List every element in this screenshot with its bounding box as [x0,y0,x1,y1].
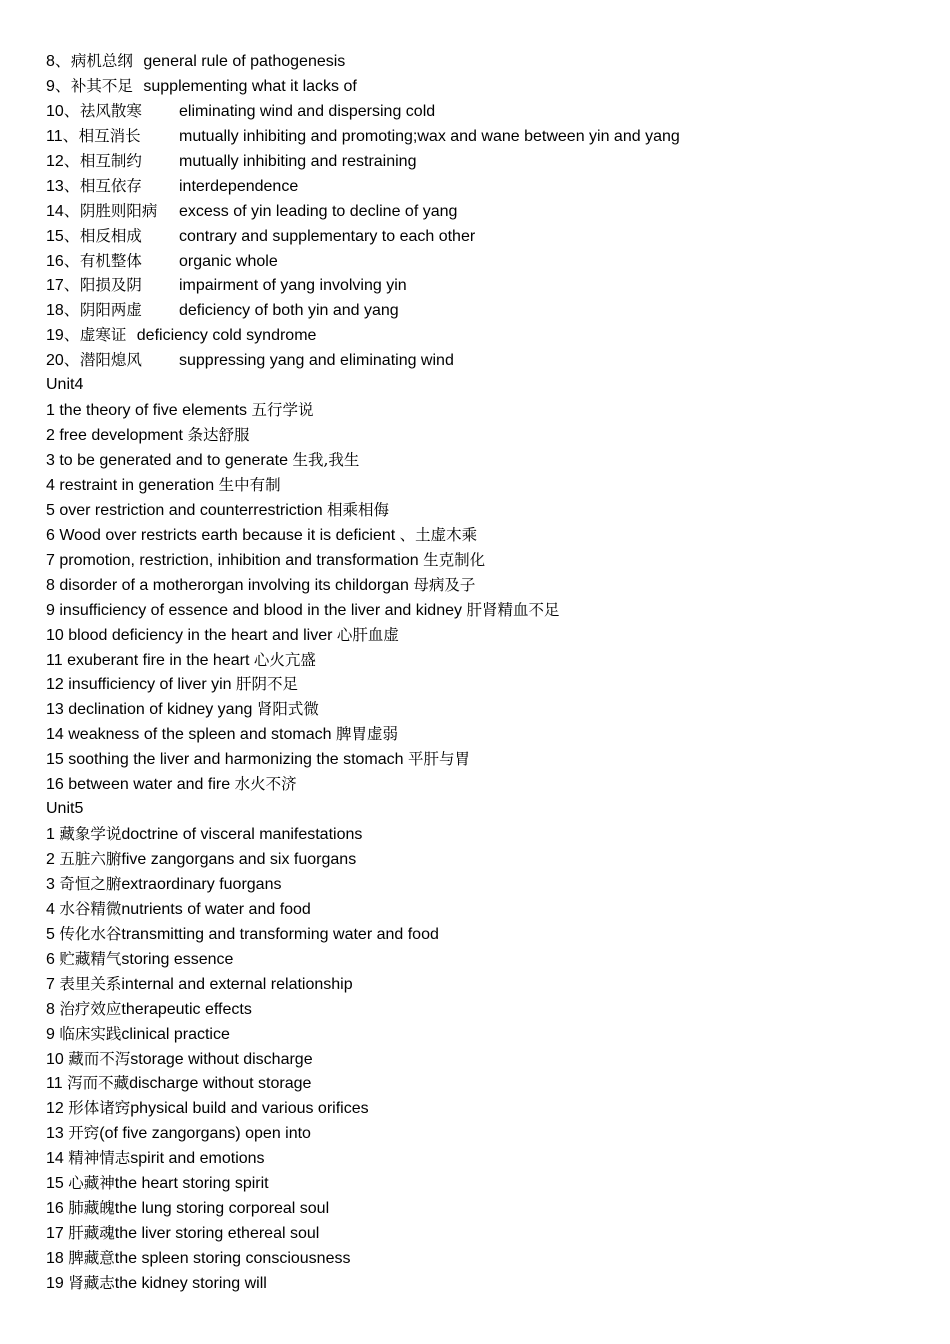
term-row [46,747,926,772]
term-chinese: 有机整体 [79,251,142,270]
term-english: storage without discharge [130,1050,313,1068]
term-chinese: 生中有制 [218,475,281,494]
term-number: 8 [46,1000,55,1018]
term-row [46,473,926,498]
unit4-heading: Unit4 [46,376,84,394]
term-chinese: 心火亢盛 [253,650,316,669]
term-number: 6 [46,526,55,544]
term-row [46,1271,926,1296]
term-english: impairment of yang involving yin [179,277,407,295]
term-number-and-chinese [46,224,179,250]
term-number: 2 [46,427,55,445]
term-row [46,722,926,747]
term-english: between water and fire [68,776,231,794]
term-chinese: 脾胃虚弱 [335,725,398,744]
term-english: promotion, restriction, inhibition and transformation [59,551,419,569]
term-english: weakness of the spleen and stomach [68,726,332,744]
term-chinese: 贮藏精气 [59,949,122,968]
term-chinese: 开窍 [68,1124,100,1143]
term-english: insufficiency of liver yin [68,676,232,694]
term-english: blood deficiency in the heart and liver [68,626,333,644]
term-number: 12、 [46,152,80,170]
term-number: 11 [46,651,63,669]
term-english: the spleen storing consciousness [114,1250,351,1267]
term-row [46,623,926,648]
term-chinese: 补其不足 [70,76,133,95]
term-row [46,199,926,224]
term-row [46,498,926,523]
term-english: storing essence [121,950,234,968]
term-chinese: 五脏六腑 [59,850,122,868]
term-chinese: 肺藏魄 [68,1199,115,1218]
term-row [46,997,926,1022]
term-english: Wood over restricts earth because it is deficient [59,526,396,544]
term-english: free development [59,427,183,445]
term-row [46,348,926,373]
term-chinese: 相反相成 [79,226,142,245]
term-number: 12 [46,676,64,694]
term-chinese: 肾阳式微 [256,700,319,719]
term-chinese: 水火不济 [234,775,297,794]
term-chinese: 五行学说 [251,401,314,420]
term-chinese: 治疗效应 [59,999,122,1018]
term-chinese: 生我,我生 [292,451,360,469]
term-number-and-chinese [46,326,126,344]
term-english: the heart storing spirit [114,1175,269,1193]
term-chinese: 水谷精微 [59,899,122,918]
term-row [46,648,926,673]
term-row [46,872,926,897]
term-number: 16 [46,776,64,794]
term-number-and-chinese [46,348,179,374]
term-chinese: 藏而不泻 [68,1049,131,1068]
term-english: organic whole [179,252,278,270]
unit5-heading: Unit5 [46,800,84,818]
term-english: eliminating wind and dispersing cold [179,102,436,120]
term-row [46,947,926,972]
term-row [46,149,926,174]
term-english: exuberant fire in the heart [67,651,250,669]
term-chinese: 肝藏魂 [68,1224,115,1243]
term-number: 11 [46,1075,63,1093]
term-chinese: 肝肾精血不足 [466,600,560,619]
term-english: spirit and emotions [130,1150,265,1168]
term-row [46,1246,926,1271]
term-number: 14、 [46,202,80,220]
term-row [46,523,926,548]
term-english: mutually inhibiting and promoting;wax and wane between yin and yang [179,127,680,145]
term-row [46,672,926,697]
term-row [46,1121,926,1146]
term-number: 14 [46,1150,64,1168]
term-number: 17、 [46,277,80,295]
term-number: 7 [46,975,55,993]
term-row [46,573,926,598]
term-chinese: 生克制化 [423,550,486,569]
term-row [46,847,926,872]
term-english: transmitting and transforming water and food [121,925,439,943]
term-english: insufficiency of essence and blood in the liver and kidney [59,601,462,619]
unit4-term-list [46,398,926,797]
term-row [46,822,926,847]
term-chinese: 形体诸窍 [68,1099,131,1118]
term-number: 6 [46,950,55,968]
term-number: 15 [46,1175,64,1193]
term-row [46,972,926,997]
term-english: soothing the liver and harmonizing the stomach [68,751,404,769]
term-number: 20、 [46,352,80,370]
term-number: 19、 [46,327,80,345]
term-english: extraordinary fuorgans [121,875,282,893]
term-number-and-chinese [46,199,179,225]
term-chinese: 潜阳熄风 [79,351,142,370]
term-chinese: 心藏神 [68,1174,115,1193]
term-chinese: 相互依存 [79,176,142,195]
term-number: 10 [46,626,64,644]
term-row [46,922,926,947]
term-chinese: 奇恒之腑 [59,874,122,893]
term-number: 2 [46,851,55,868]
term-number: 15 [46,751,64,769]
term-row [46,598,926,623]
term-chinese: 阴胜则阳病 [79,201,158,220]
term-chinese: 泻而不藏 [67,1074,130,1093]
term-number: 3 [46,875,55,893]
term-english: declination of kidney yang [68,701,253,719]
term-english: interdependence [179,177,299,195]
term-number: 1 [46,402,55,420]
term-row [46,323,926,348]
term-chinese: 藏象学说 [59,825,122,844]
term-number-and-chinese [46,99,179,125]
term-number: 18、 [46,302,80,320]
term-chinese: 祛风散寒 [79,101,142,120]
term-row [46,99,926,124]
term-english: deficiency of both yin and yang [179,302,399,320]
term-number-and-chinese [46,52,133,70]
term-english: contrary and supplementary to each other [179,227,476,245]
term-english: five zangorgans and six fuorgans [121,851,357,868]
term-chinese: 病机总纲 [70,52,133,70]
term-row [46,1196,926,1221]
term-english: clinical practice [121,1025,230,1043]
term-english: therapeutic effects [121,1000,252,1018]
term-row [46,1221,926,1246]
term-number-and-chinese [46,273,179,299]
term-english: the theory of five elements [59,402,248,420]
term-number: 5 [46,501,55,519]
term-row [46,174,926,199]
term-english: general rule of pathogenesis [143,53,346,70]
term-english: deficiency cold syndrome [136,327,317,345]
term-english: disorder of a motherorgan involving its childorgan [59,576,409,594]
term-chinese: 阴阳两虚 [79,301,142,320]
unit3-term-list [46,49,926,373]
term-number: 9、 [46,77,71,95]
term-row [46,548,926,573]
term-number: 8 [46,576,55,594]
term-number-and-chinese [46,174,179,200]
term-number: 16、 [46,252,80,270]
term-number-and-chinese [46,124,179,150]
term-chinese: 母病及子 [413,575,476,594]
term-number: 1 [46,826,55,844]
term-number-and-chinese [46,149,179,175]
term-english: restraint in generation [59,476,215,494]
term-number: 17 [46,1225,64,1243]
term-number: 18 [46,1250,64,1267]
term-row [46,1047,926,1072]
term-chinese: 临床实践 [59,1024,122,1043]
term-number: 10 [46,1050,64,1068]
term-chinese: 脾藏意 [68,1249,115,1267]
term-english: excess of yin leading to decline of yang [179,202,458,220]
term-english: the lung storing corporeal soul [114,1200,330,1218]
term-number: 8、 [46,53,71,70]
term-row [46,1096,926,1121]
term-number: 7 [46,551,55,569]
term-row [46,249,926,274]
term-english: supplementing what it lacks of [143,77,357,95]
term-number: 12 [46,1100,64,1118]
term-chinese: 肾藏志 [68,1273,115,1292]
unit5-term-list [46,822,926,1296]
term-number-and-chinese [46,298,179,324]
term-english: the liver storing ethereal soul [114,1225,320,1243]
term-number: 11、 [46,127,79,145]
term-row [46,298,926,323]
term-row [46,423,926,448]
term-number: 10、 [46,102,80,120]
term-row [46,448,926,473]
term-chinese: 条达舒服 [187,426,250,445]
term-number: 13 [46,1125,64,1143]
term-row [46,697,926,722]
term-english: doctrine of visceral manifestations [121,826,363,844]
term-row [46,1022,926,1047]
term-english: over restriction and counterrestriction [59,501,323,519]
term-english: to be generated and to generate [59,452,288,469]
term-number: 5 [46,925,55,943]
term-row [46,124,926,149]
term-number-and-chinese [46,249,179,275]
term-row [46,273,926,298]
term-english: (of five zangorgans) open into [99,1125,311,1143]
term-row [46,897,926,922]
term-row [46,1171,926,1196]
term-number: 3 [46,452,55,469]
term-chinese: 肝阴不足 [236,675,299,694]
term-english: suppressing yang and eliminating wind [179,352,454,370]
term-number: 13 [46,701,64,719]
term-english: discharge without storage [129,1075,312,1093]
term-number: 4 [46,900,55,918]
term-number: 19 [46,1274,64,1292]
term-chinese: 相乘相侮 [327,500,390,519]
term-chinese: 相互消长 [78,126,141,145]
term-row [46,74,926,99]
term-row [46,49,926,74]
term-row [46,1071,926,1096]
term-chinese: 虚寒证 [79,326,127,345]
term-row [46,224,926,249]
term-number-and-chinese [46,77,133,95]
term-row [46,772,926,797]
term-english: mutually inhibiting and restraining [179,152,417,170]
term-number: 9 [46,601,55,619]
term-english: physical build and various orifices [130,1100,369,1118]
term-number: 16 [46,1200,64,1218]
term-english: nutrients of water and food [121,900,311,918]
term-row [46,398,926,423]
term-chinese: 传化水谷 [59,924,122,943]
term-chinese: 阳损及阴 [79,276,142,295]
term-english: internal and external relationship [121,975,353,993]
term-number: 4 [46,476,55,494]
term-chinese: 表里关系 [59,974,122,993]
term-number: 9 [46,1025,55,1043]
term-chinese: 平肝与胃 [408,750,471,769]
term-english: the kidney storing will [114,1274,267,1292]
term-chinese: 相互制约 [79,151,142,170]
term-chinese: 、土虚木乘 [399,525,478,544]
term-number: 15、 [46,227,80,245]
document-page [46,49,926,1296]
term-number: 14 [46,726,64,744]
term-number: 13、 [46,177,80,195]
term-row [46,1146,926,1171]
term-chinese: 精神情志 [68,1149,131,1168]
term-chinese: 心肝血虚 [336,625,399,644]
